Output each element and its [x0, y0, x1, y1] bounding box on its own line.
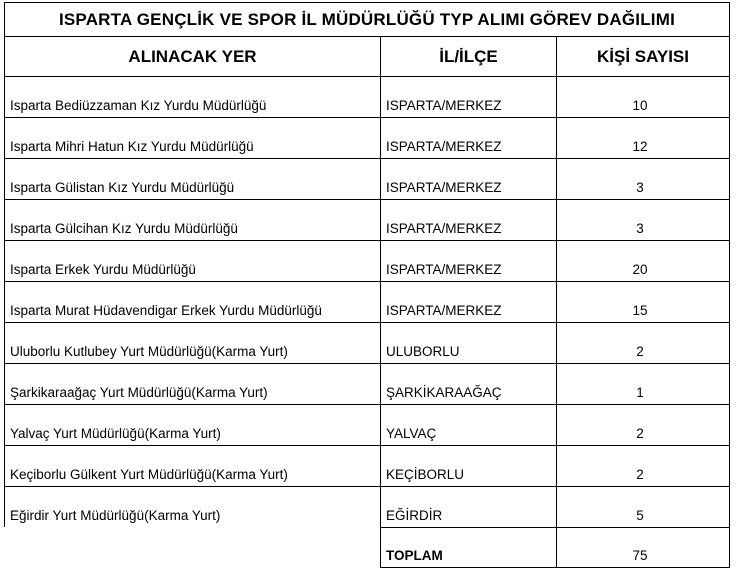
- cell-district: ŞARKİKARAAĞAÇ: [380, 363, 556, 404]
- header-count: KİŞİ SAYISI: [556, 36, 730, 76]
- count-value: 1: [636, 385, 644, 400]
- cell-district: YALVAÇ: [380, 404, 556, 445]
- cell-place: Isparta Bediüzzaman Kız Yurdu Müdürlüğü: [4, 76, 380, 117]
- cell-count: [556, 158, 730, 199]
- cell-district: KEÇİBORLU: [380, 445, 556, 486]
- cell-count: [556, 486, 730, 527]
- cell-count: [556, 445, 730, 486]
- count-value: 2: [636, 344, 644, 359]
- cell-count: [556, 281, 730, 322]
- cell-place: Eğirdir Yurt Müdürlüğü(Karma Yurt): [4, 486, 380, 527]
- cell-count: [556, 240, 730, 281]
- cell-count: [556, 76, 730, 117]
- count-value: 20: [632, 262, 648, 277]
- cell-place: Isparta Erkek Yurdu Müdürlüğü: [4, 240, 380, 281]
- cell-district: ISPARTA/MERKEZ: [380, 76, 556, 117]
- cell-count: [556, 322, 730, 363]
- count-value: 3: [636, 221, 644, 236]
- cell-place: Uluborlu Kutlubey Yurt Müdürlüğü(Karma Yurt): [4, 322, 380, 363]
- count-value: 2: [636, 426, 644, 441]
- cell-district: ULUBORLU: [380, 322, 556, 363]
- cell-place: Keçiborlu Gülkent Yurt Müdürlüğü(Karma Yurt): [4, 445, 380, 486]
- count-value: 15: [632, 303, 648, 318]
- cell-place: Isparta Mihri Hatun Kız Yurdu Müdürlüğü: [4, 117, 380, 158]
- cell-district: ISPARTA/MERKEZ: [380, 281, 556, 322]
- count-value: 10: [632, 98, 648, 113]
- cell-count: [556, 404, 730, 445]
- count-value: 3: [636, 180, 644, 195]
- table-title: ISPARTA GENÇLİK VE SPOR İL MÜDÜRLÜĞÜ TYP ALIMI GÖREV DAĞILIMI: [4, 2, 730, 36]
- cell-place: Isparta Murat Hüdavendigar Erkek Yurdu Müdürlüğü: [4, 281, 380, 322]
- cell-place: Isparta Gülistan Kız Yurdu Müdürlüğü: [4, 158, 380, 199]
- count-value: 12: [632, 139, 648, 154]
- cell-district: ISPARTA/MERKEZ: [380, 117, 556, 158]
- cell-district: ISPARTA/MERKEZ: [380, 240, 556, 281]
- cell-count: [556, 117, 730, 158]
- cell-count: [556, 363, 730, 404]
- cell-district: EĞİRDİR: [380, 486, 556, 527]
- assignment-table: [4, 2, 730, 565]
- count-value: 5: [636, 508, 644, 523]
- count-value: 2: [636, 467, 644, 482]
- cell-count: [556, 199, 730, 240]
- cell-place: Yalvaç Yurt Müdürlüğü(Karma Yurt): [4, 404, 380, 445]
- cell-district: ISPARTA/MERKEZ: [380, 199, 556, 240]
- total-label: TOPLAM: [380, 527, 556, 568]
- cell-district: ISPARTA/MERKEZ: [380, 158, 556, 199]
- total-count-cell: [556, 527, 730, 568]
- total-count: 75: [632, 548, 648, 563]
- cell-place: Isparta Gülcihan Kız Yurdu Müdürlüğü: [4, 199, 380, 240]
- header-place: ALINACAK YER: [4, 36, 380, 76]
- header-district: İL/İLÇE: [380, 36, 556, 76]
- cell-place: Şarkikaraağaç Yurt Müdürlüğü(Karma Yurt): [4, 363, 380, 404]
